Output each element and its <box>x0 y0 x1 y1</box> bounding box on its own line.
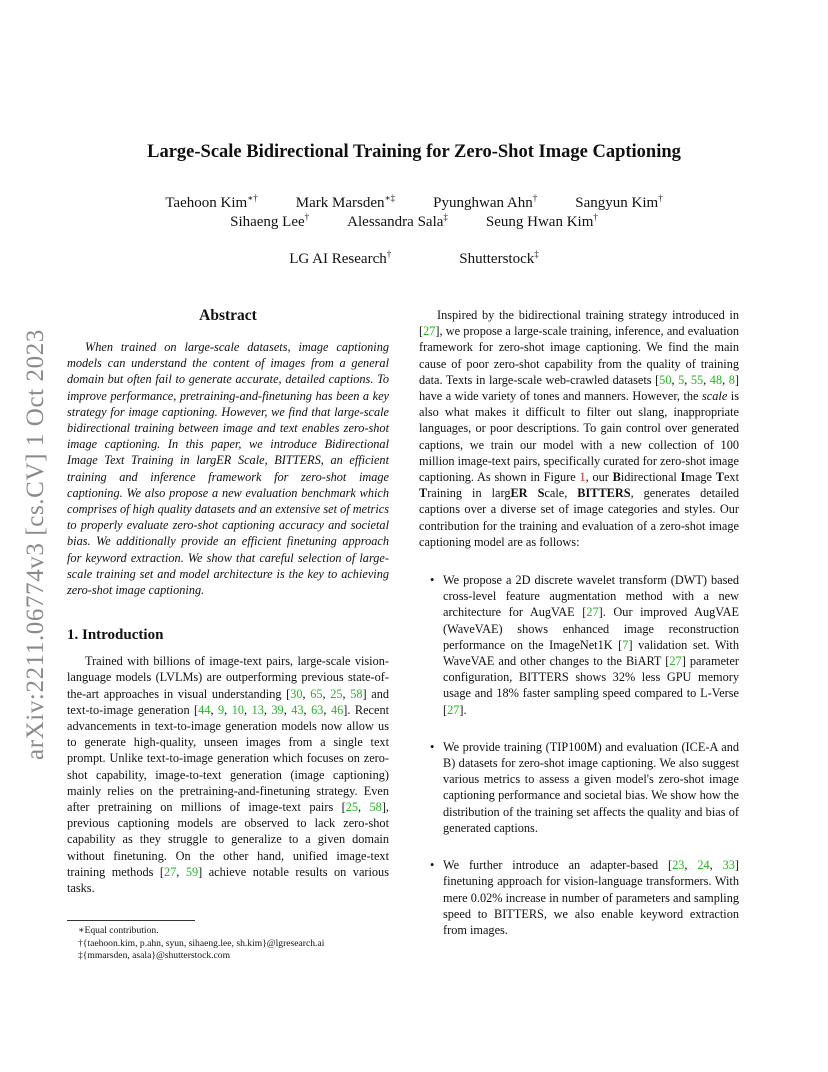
citation-link[interactable]: 63 <box>311 702 324 717</box>
author-list <box>60 194 768 232</box>
citation-link[interactable]: 25 <box>330 686 343 701</box>
intro-paragraph: Trained with billions of image-text pairs, large-scale vision-language models (LVLMs) are outperforming previous state-of-the-art approaches in visual understanding [30, 65, 25, 58] and text-to-image generation [44, 9, 10, 13, 39, 43, 63, 46]. Recent advancements in text-to-image generation models now allow us to generate high-quality, unseen images from a single text prompt. Unlike text-to-image generation which focuses on zero-shot capability, image-to-text generation (image captioning) mainly relies on the pretraining-and-finetuning strategy. Even after pretraining on millions of image-text pairs [25, 58], previous captioning models are observed to lack zero-shot capability as they struggle to generalize to a given domain without finetuning. On the other hand, unified image-text training methods [27, 59] achieve notable results on various tasks. <box>67 654 390 896</box>
paper-title: Large-Scale Bidirectional Training for Zero-Shot Image Captioning <box>147 142 681 162</box>
citation-link[interactable]: 65 <box>310 686 323 701</box>
citation-link[interactable]: 8 <box>728 372 735 387</box>
arxiv-identifier[interactable]: arXiv:2211.06774v3 [cs.CV] 1 Oct 2023 <box>22 329 49 760</box>
citation-link[interactable]: 27 <box>163 864 177 879</box>
footnote-shutterstock-emails: ‡{mmarsden, asala}@shutterstock.com <box>78 950 231 962</box>
citation-link[interactable]: 44 <box>198 702 211 717</box>
citation-link[interactable]: 55 <box>690 372 704 387</box>
affiliation: Shutterstock‡ <box>459 249 539 267</box>
citation-link[interactable]: 27 <box>586 605 599 620</box>
abstract-heading: Abstract <box>199 307 257 324</box>
citation-link[interactable]: 13 <box>251 702 264 717</box>
contribution-item: • We provide training (TIP100M) and evaluation (ICE-A and B) datasets for zero-shot image captioning. We also suggest various metrics to assess a given model's zero-shot image captioning performance and societal bias. We show how the distribution of the training set affects the quality and bias of generated captions. <box>419 739 739 836</box>
figure-reference-link[interactable]: 1 <box>579 470 586 485</box>
citation-link[interactable]: 58 <box>350 686 363 701</box>
author: Mark Marsden∗‡ <box>295 193 396 211</box>
author-row-2 <box>60 213 768 232</box>
citation-link[interactable]: 27 <box>669 654 682 669</box>
affiliation: LG AI Research† <box>289 249 392 267</box>
intro-paragraph-continued: Inspired by the bidirectional training strategy introduced in [27], we propose a large-scale training, inference, and evaluation framework for zero-shot image captioning. We find the main cause of poor zero-shot capability from the quality of training data. Texts in large-scale web-crawled datasets [50, 5, 55, 48, 8] have a wide variety of tones and manners. However, the scale is also what makes it difficult to filter out slang, inappropriate languages, or poor descriptions. To gain control over generated captions, we train our model with a new collection of 100 million image-text pairs, specifically curated for zero-shot image captioning. As shown in Figure 1, our Bidirectional Image Text Training in largER Scale, BITTERS, generates detailed captions over a diverse set of image categories and styles. Our contribution for the training and evaluation of a zero-shot image captioning model are as follows: <box>419 308 739 549</box>
citation-link[interactable]: 59 <box>185 864 199 879</box>
citation-link[interactable]: 43 <box>291 702 304 717</box>
citation-link[interactable]: 58 <box>369 800 382 815</box>
contribution-item: • We further introduce an adapter-based [23, 24, 33] finetuning approach for vision-language transformers. With mere 0.02% increase in number of parameters and sampling speed to BITTERS, we also enable keyword extraction from images. <box>419 857 739 938</box>
left-column <box>67 307 389 896</box>
author: Sihaeng Lee† <box>230 212 310 230</box>
citation-link[interactable]: 9 <box>218 702 225 717</box>
citation-link[interactable]: 10 <box>231 702 245 717</box>
citation-link[interactable]: 27 <box>447 702 460 717</box>
author: Pyunghwan Ahn† <box>433 193 538 211</box>
right-column <box>419 307 739 938</box>
footnotes <box>67 920 389 963</box>
citation-link[interactable]: 46 <box>330 702 344 717</box>
author: Alessandra Sala‡ <box>347 212 448 230</box>
footnote-equal-contribution: ∗Equal contribution. <box>78 925 159 936</box>
section-heading-introduction: 1. Introduction <box>67 627 164 644</box>
footnote-divider <box>67 920 195 921</box>
citation-link[interactable]: 39 <box>271 702 284 717</box>
footnote-lg-emails: †{taehoon.kim, p.ahn, syun, sihaeng.lee, sh.kim}@lgresearch.ai <box>78 937 325 949</box>
citation-link[interactable]: 23 <box>672 858 685 873</box>
citation-link[interactable]: 7 <box>622 637 629 652</box>
citation-link[interactable]: 5 <box>678 372 685 387</box>
citation-link[interactable]: 27 <box>423 324 436 339</box>
contribution-item: • We propose a 2D discrete wavelet transform (DWT) based cross-level feature augmentation method with a new architecture for AugVAE [27]. Our improved AugVAE (WaveVAE) shows enhanced image reconstruction performance on the ImageNet1K [7] validation set. With WaveVAE and other changes to the BiART [27] parameter configuration, BITTERS shows 32% less GPU memory usage and 18% faster sampling speed compared to L-Verse [27]. <box>419 572 739 718</box>
citation-link[interactable]: 24 <box>697 858 710 873</box>
citation-link[interactable]: 48 <box>709 372 723 387</box>
contribution-list <box>419 572 739 938</box>
citation-link[interactable]: 30 <box>290 686 303 701</box>
author: Sangyun Kim† <box>575 193 663 211</box>
abstract-text: When trained on large-scale datasets, image captioning models can understand the content of images from a general domain but often fail to generate accurate, detailed captions. To improve performance, pretraining-and-finetuning has been a key strategy for image captioning. However, we find that large-scale bidirectional training between image and text enables zero-shot image captioning. In this paper, we introduce Bidirectional Image Text Training in largER Scale, BITTERS, an efficient training and inference framework for zero-shot image captioning. We also propose a new evaluation benchmark which comprises of high quality datasets and an extensive set of metrics to properly evaluate zero-shot captioning accuracy and societal bias. We additionally provide an efficient finetuning approach for keyword extraction. We show that careful selection of large-scale training set and model architecture is the key to achieving zero-shot image captioning. <box>67 340 389 598</box>
citation-link[interactable]: 50 <box>659 372 672 387</box>
citation-link[interactable]: 25 <box>345 800 359 815</box>
author: Taehoon Kim∗† <box>165 193 258 211</box>
author: Seung Hwan Kim† <box>485 212 598 230</box>
author-row-1 <box>60 194 768 213</box>
affiliation-list <box>60 251 768 268</box>
citation-link[interactable]: 33 <box>722 858 735 873</box>
